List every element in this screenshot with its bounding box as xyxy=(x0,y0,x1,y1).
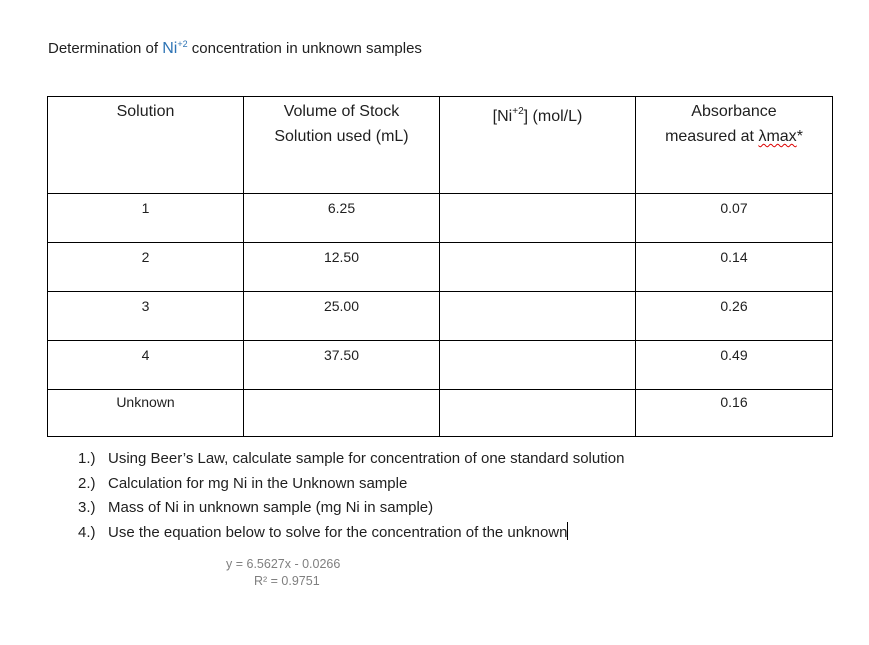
cell-concentration[interactable] xyxy=(440,194,636,243)
table-row xyxy=(48,341,833,390)
list-number: 2.) xyxy=(78,474,96,492)
cell-absorbance[interactable]: 0.49 xyxy=(636,341,833,390)
equation-r2: R² = 0.9751 xyxy=(254,574,320,588)
header-concentration[interactable] xyxy=(440,97,636,194)
table-row xyxy=(48,292,833,341)
list-item[interactable] xyxy=(78,472,624,497)
header-volume-line2: Solution used (mL) xyxy=(274,128,409,145)
cell-volume[interactable]: 12.50 xyxy=(244,243,440,292)
cell-volume[interactable]: 37.50 xyxy=(244,341,440,390)
header-solution[interactable] xyxy=(48,97,244,194)
header-conc-charge: +2 xyxy=(512,106,524,117)
cell-concentration[interactable] xyxy=(440,292,636,341)
list-number: 4.) xyxy=(78,523,96,541)
header-solution-text: Solution xyxy=(116,103,175,120)
cell-volume[interactable] xyxy=(244,390,440,437)
trendline-equation xyxy=(226,556,340,590)
cell-absorbance[interactable]: 0.14 xyxy=(636,243,833,292)
cell-concentration[interactable] xyxy=(440,390,636,437)
cell-absorbance[interactable]: 0.07 xyxy=(636,194,833,243)
list-item[interactable] xyxy=(78,447,624,472)
header-volume[interactable] xyxy=(244,97,440,194)
list-text: Mass of Ni in unknown sample (mg Ni in sample) xyxy=(108,499,434,516)
cell-solution[interactable]: 1 xyxy=(48,194,244,243)
header-abs-prefix: measured at xyxy=(665,128,759,145)
table-row xyxy=(48,243,833,292)
text-cursor xyxy=(567,522,568,540)
header-conc-suffix: ] (mol/L) xyxy=(523,108,583,125)
cell-solution[interactable]: 3 xyxy=(48,292,244,341)
title-prefix: Determination of xyxy=(48,40,163,57)
cell-solution[interactable]: 2 xyxy=(48,243,244,292)
instruction-list xyxy=(78,447,624,545)
header-abs-line1: Absorbance xyxy=(691,103,777,120)
document-title xyxy=(48,39,422,58)
header-abs-line2 xyxy=(636,124,832,149)
list-text: Using Beer’s Law, calculate sample for concentration of one standard solution xyxy=(108,450,625,467)
list-item[interactable] xyxy=(78,496,624,521)
cell-concentration[interactable] xyxy=(440,243,636,292)
title-ion: Ni xyxy=(162,40,178,57)
list-text: Calculation for mg Ni in the Unknown sample xyxy=(108,474,408,492)
list-number: 1.) xyxy=(78,450,96,467)
list-number: 3.) xyxy=(78,499,96,516)
cell-solution[interactable]: Unknown xyxy=(48,390,244,437)
table-row xyxy=(48,194,833,243)
cell-volume[interactable]: 25.00 xyxy=(244,292,440,341)
data-table xyxy=(47,96,833,437)
list-text: Use the equation below to solve for the concentration of the unknown xyxy=(108,523,568,541)
cell-volume[interactable]: 6.25 xyxy=(244,194,440,243)
cell-absorbance[interactable]: 0.26 xyxy=(636,292,833,341)
header-volume-line1: Volume of Stock xyxy=(283,103,400,120)
equation-line: y = 6.5627x - 0.0266 xyxy=(226,557,341,571)
cell-absorbance[interactable]: 0.16 xyxy=(636,390,833,437)
header-abs-star: * xyxy=(796,128,803,145)
cell-concentration[interactable] xyxy=(440,341,636,390)
title-suffix: concentration in unknown samples xyxy=(187,40,422,57)
list-item[interactable] xyxy=(78,521,624,546)
table-row xyxy=(48,390,833,437)
title-charge: +2 xyxy=(177,39,188,49)
table-header-row xyxy=(48,97,833,194)
cell-solution[interactable]: 4 xyxy=(48,341,244,390)
header-abs-lambda: λmax xyxy=(758,128,797,145)
header-conc-prefix: [Ni xyxy=(492,108,513,125)
header-absorbance[interactable] xyxy=(636,97,833,194)
